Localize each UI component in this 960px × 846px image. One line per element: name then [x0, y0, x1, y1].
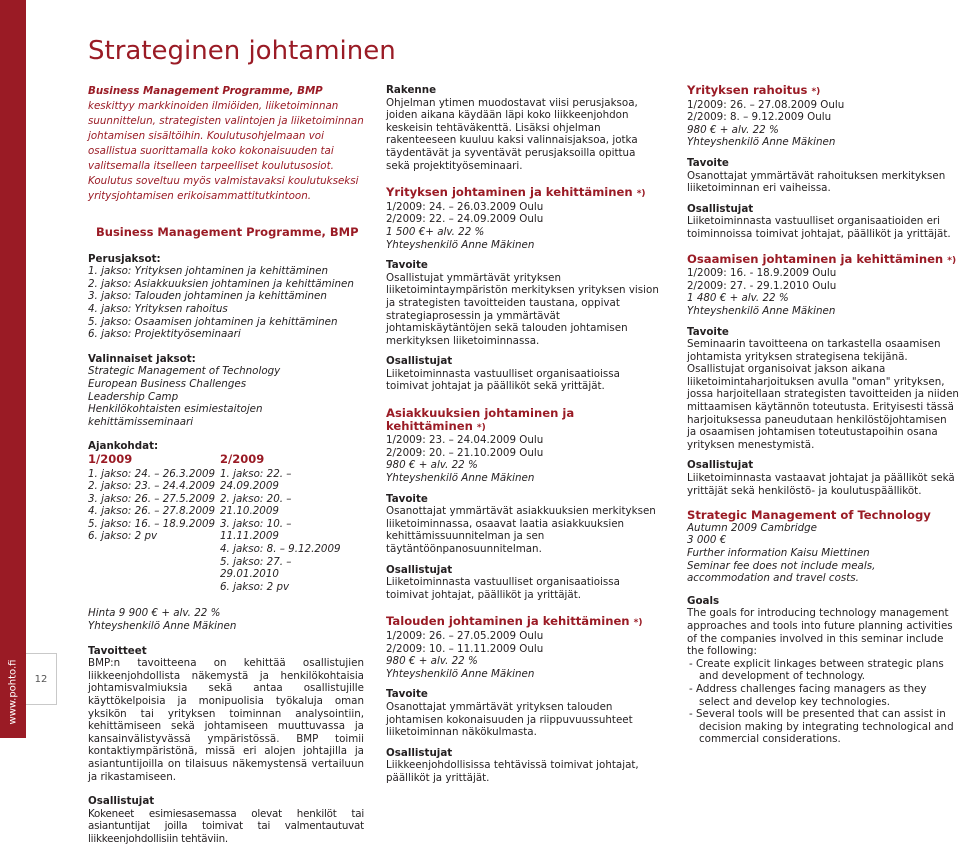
intro-lead: Business Management Programme, BMP — [88, 85, 323, 97]
section-price: 980 € + alv. 22 % — [386, 655, 478, 668]
participants-heading: Osallistujat — [386, 746, 453, 759]
schedule-item: 5. jakso: 16. – 18.9.2009 — [88, 517, 216, 530]
schedule-item: 6. jakso: 2 pv — [88, 530, 158, 543]
tech-line: Autumn 2009 Cambridge — [687, 521, 818, 534]
section-title-text: Yrityksen rahoitus — [687, 83, 808, 97]
section-date: 1/2009: 24. – 26.03.2009 Oulu — [386, 200, 544, 213]
schedule-label: 1/2009 — [88, 451, 133, 466]
section-participants: Liikkeenjohdollisissa tehtävissä toimivat johtajat, päälliköt ja yrittäjät. — [386, 759, 639, 784]
section-date: 2/2009: 20. – 21.10.2009 Oulu — [386, 446, 544, 459]
section-date: 2/2009: 27. - 29.1.2010 Oulu — [687, 279, 837, 292]
goals-list — [687, 658, 959, 746]
section-date: 2/2009: 8. – 9.12.2009 Oulu — [687, 111, 832, 124]
footnote-star: *) — [476, 422, 486, 433]
schedule-item: 6. jakso: 2 pv — [220, 580, 290, 593]
participants-text: Kokeneet esimiesasemassa olevat henkilöt tai asiantuntijat joilla toimivat tai valmentautuvat liikkeenjohdollisiin tehtäviin. — [88, 807, 364, 845]
section-title-text: Yrityksen johtaminen ja kehittäminen — [386, 185, 633, 200]
page-title: Strateginen johtaminen — [88, 36, 396, 66]
goal-heading: Tavoite — [687, 156, 729, 169]
section-price: 1 480 € + alv. 22 % — [687, 292, 789, 305]
section-date: 1/2009: 23. – 24.04.2009 Oulu — [386, 434, 544, 447]
section-participants: Liiketoiminnasta vastaavat johtajat ja päälliköt sekä yrittäjät sekä henkilöstö- ja koulutuspäälliköt. — [687, 472, 955, 497]
section-goal: Osanottajat ymmärtävät asiakkuuksien merkityksen liiketoiminnassa, osaavat laatia asiakkuuksien kehittämissuunnitelman ja sen täytäntöönpanosuunnitelman. — [386, 505, 656, 555]
section-title-5 — [687, 253, 959, 268]
section-title-1 — [386, 186, 661, 201]
section-contact: Yhteyshenkilö Anne Mäkinen — [386, 472, 535, 485]
section-date: 2/2009: 22. – 24.09.2009 Oulu — [386, 213, 544, 226]
goals-heading-en: Goals — [687, 594, 720, 607]
schedule-item: 4. jakso: 26. – 27.8.2009 — [88, 505, 216, 518]
goals-text: BMP:n tavoitteena on kehittää osallistujien liikkeenjohdollista näkemystä ja henkilökohtaisia johtamisvalmiuksia sekä antaa osallistujille käyttökelpoisia ja monipuolisia työkaluja oman yksikön tai yrityksen toiminnan analysointiin, kehittämiseen sekä johtamiseen muuttuvassa ja kansainvälistyvässä ympäristössä. BMP toimii kontaktiympäristönä, missä eri alojen johtajilla ja asiantuntijoilla on tilaisuus näkemystensä vertailuun ja rikastamiseen. — [88, 657, 364, 783]
structure-heading: Rakenne — [386, 84, 437, 96]
elective-item: Henkilökohtaisten esimiestaitojen kehittämisseminaari — [88, 403, 263, 428]
footnote-star: *) — [947, 255, 957, 266]
section-date: 1/2009: 16. - 18.9.2009 Oulu — [687, 267, 837, 280]
section-participants: Liiketoiminnasta vastuulliset organisaatioiden eri toiminnoissa toimivat johtajat, päälliköt ja yrittäjät. — [687, 215, 951, 240]
goal-heading: Tavoite — [386, 688, 428, 701]
site-url — [0, 652, 26, 732]
section-goal: Osallistujat ymmärtävät yrityksen liiketoimintaympäristön merkityksen yrityksen vision ja strategisten tavoitteiden taustana, oppivat strategiaprosessin ja ymmärtävät johtamiskäytäntöjen sekä talouden johtamisen merkityksen liiketoiminnassa. — [386, 271, 659, 347]
core-list — [88, 265, 364, 341]
section-title-text: Asiakkuuksien johtaminen ja kehittäminen — [386, 406, 575, 433]
tech-title: Strategic Management of Technology — [687, 508, 931, 523]
goal-heading: Tavoite — [687, 325, 729, 338]
schedule-item: 3. jakso: 26. – 27.5.2009 — [88, 492, 216, 505]
section-price: 980 € + alv. 22 % — [386, 459, 478, 472]
goals-text-en: The goals for introducing technology management approaches and tools into future planning activities of the companies involved in this seminar include the following: — [687, 607, 953, 658]
schedule-label: 2/2009 — [220, 451, 265, 466]
column-3 — [687, 84, 959, 746]
participants-heading: Osallistujat — [386, 563, 453, 576]
footnote-star: *) — [811, 87, 821, 97]
price-text: Hinta 9 900 € + alv. 22 % — [88, 607, 221, 620]
section-contact: Yhteyshenkilö Anne Mäkinen — [687, 136, 836, 149]
core-item: 4. jakso: Yrityksen rahoitus — [88, 302, 228, 315]
schedule-2-2009 — [220, 453, 352, 594]
elective-item: European Business Challenges — [88, 377, 247, 390]
schedule-item: 3. jakso: 10. – 11.11.2009 — [220, 517, 292, 543]
section-contact: Yhteyshenkilö Anne Mäkinen — [386, 238, 535, 251]
section-date: 1/2009: 26. – 27.05.2009 Oulu — [386, 629, 544, 642]
section-contact: Yhteyshenkilö Anne Mäkinen — [386, 667, 535, 680]
elective-heading: Valinnaiset jaksot: — [88, 352, 196, 365]
section-contact: Yhteyshenkilö Anne Mäkinen — [687, 304, 836, 317]
schedule-grid — [88, 453, 364, 594]
section-participants: Liiketoiminnasta vastuulliset organisaatioissa toimivat johtajat ja päälliköt sekä yrittäjät. — [386, 367, 620, 393]
section-date: 2/2009: 10. – 11.11.2009 Oulu — [386, 642, 544, 655]
goal-heading: Tavoite — [386, 259, 428, 272]
schedule-item: 1. jakso: 22. – 24.09.2009 — [220, 467, 292, 493]
elective-item: Strategic Management of Technology — [88, 365, 281, 378]
section-date: 1/2009: 26. – 27.08.2009 Oulu — [687, 98, 845, 111]
tech-line: Seminar fee does not include meals, accommodation and travel costs. — [687, 559, 876, 585]
schedule-item: 2. jakso: 20. – 21.10.2009 — [220, 492, 292, 518]
site-url-text: www.pohto.fi — [7, 659, 19, 725]
section-price: 980 € + alv. 22 % — [687, 123, 779, 136]
tech-line: 3 000 € — [687, 534, 727, 547]
tech-details — [687, 522, 959, 585]
schedule-item: 4. jakso: 8. – 9.12.2009 — [220, 543, 341, 556]
core-item: 6. jakso: Projektityöseminaari — [88, 328, 241, 341]
participants-heading: Osallistujat — [687, 202, 754, 215]
section-goal: Seminaarin tavoitteena on tarkastella osaamisen johtamista yrityksen strategisena tekijänä. Osallistujat organisoivat jakson aikana liiketoimintaharjoituksen avulla "oman" yrityksen, jossa harjoitellaan strategisten tavoitteiden ja niiden mittaamisen käytännön toteutusta. Erityisesti tässä harjoituksessa paneudutaan henkilöstöjohtamisen ja osaamisen johtamisen toteutustapoihin osana yrityksen menestymistä. — [687, 338, 959, 451]
schedule-heading: Ajankohdat: — [88, 440, 159, 453]
section-price: 1 500 €+ alv. 22 % — [386, 225, 485, 238]
schedule-1-2009 — [88, 453, 220, 594]
column-1 — [88, 84, 364, 846]
section-title-2 — [386, 407, 661, 434]
section-goal: Osanottajat ymmärtävät yrityksen talouden johtamisen kokonaisuuden ja riippuvuussuhteet liiketoiminnan näkökulmasta. — [386, 700, 633, 739]
left-color-bar — [0, 0, 26, 738]
schedule-item: 5. jakso: 27. – 29.01.2010 — [220, 555, 292, 581]
goals-item: - Create explicit linkages between strategic plans and development of technology. — [699, 658, 959, 683]
contact-text: Yhteyshenkilö Anne Mäkinen — [88, 620, 237, 633]
participants-heading: Osallistujat — [687, 459, 754, 472]
schedule-item: 1. jakso: 24. – 26.3.2009 — [88, 467, 216, 480]
core-item: 5. jakso: Osaamisen johtaminen ja kehittäminen — [88, 315, 338, 328]
core-item: 3. jakso: Talouden johtaminen ja kehittäminen — [88, 290, 327, 303]
goal-heading: Tavoite — [386, 492, 428, 505]
tech-line: Further information Kaisu Miettinen — [687, 547, 870, 559]
structure-text: Ohjelman ytimen muodostavat viisi perusjaksoa, joiden aikana käydään läpi koko liikkeenjohdon keskeisin tehtäväkenttä. Lisäksi ohjelman rakenteeseen kuuluu kaksi valinnaisjaksoa, jotka täydentävät ja syventävät perusjaksoilla opittua sekä projektityöseminaari. — [386, 96, 638, 172]
core-heading: Perusjaksot: — [88, 252, 161, 265]
elective-list — [88, 365, 364, 428]
intro-paragraph — [88, 84, 364, 204]
elective-item: Leadership Camp — [88, 390, 179, 403]
section-title-4 — [687, 84, 959, 99]
goals-heading: Tavoitteet — [88, 644, 147, 657]
participants-heading: Osallistujat — [88, 795, 155, 808]
section-title-3 — [386, 615, 661, 630]
page-number: 12 — [26, 653, 57, 705]
goals-item: - Address challenges facing managers as they select and develop key technologies. — [699, 683, 959, 708]
goals-item: - Several tools will be presented that can assist in decision making by integrating technological and commercial considerations. — [699, 708, 959, 746]
participants-heading: Osallistujat — [386, 355, 453, 368]
column-2 — [386, 84, 661, 785]
section-goal: Osanottajat ymmärtävät rahoituksen merkityksen liiketoiminnan eri vaiheissa. — [687, 169, 946, 195]
programme-title: Business Management Programme, BMP — [96, 225, 359, 239]
section-title-text: Talouden johtaminen ja kehittäminen — [386, 614, 630, 629]
section-title-text: Osaamisen johtaminen ja kehittäminen — [687, 251, 944, 266]
schedule-item: 2. jakso: 23. – 24.4.2009 — [88, 480, 216, 493]
footnote-star: *) — [636, 189, 646, 200]
intro-text: keskittyy markkinoiden ilmiöiden, liiketoiminnan suunnittelun, strategisten valintojen ja liiketoiminnan johtamisen sisältöihin. Koulutusohjelmaan voi osallistua suorittamalla koko kokonaisuuden tai valitsemalla itselleen tarpeelliset koulutusosiot. Koulutus soveltuu myös valmistavaksi koulutukseksi yritysjohtamisen erikoisammattitutkintoon. — [88, 100, 364, 202]
section-participants: Liiketoiminnasta vastuulliset organisaatioissa toimivat johtajat, päälliköt ja yrittäjät. — [386, 576, 620, 601]
core-item: 2. jakso: Asiakkuuksien johtaminen ja kehittäminen — [88, 277, 354, 290]
core-item: 1. jakso: Yrityksen johtaminen ja kehittäminen — [88, 265, 328, 278]
footnote-star: *) — [633, 618, 643, 629]
